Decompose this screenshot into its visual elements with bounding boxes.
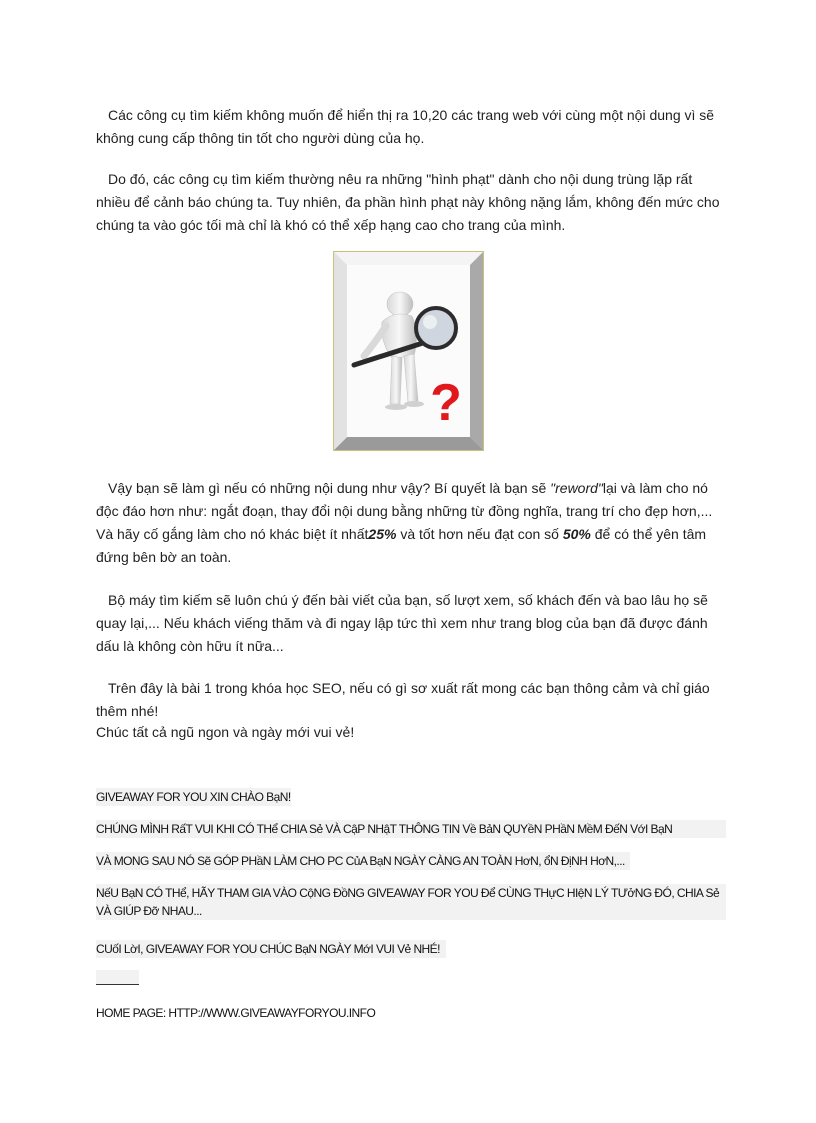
bevel-left — [334, 252, 347, 450]
paragraph-1-text: Các công cụ tìm kiếm không muốn để hiển thị ra 10,20 các trang web với cùng một nội dung vì sẽ không cung cấp thông tin tốt cho người dùng của họ. — [96, 107, 715, 146]
paragraph-3-text-d: để có thể yên tâm đứng bên bờ an toàn. — [96, 526, 707, 565]
home-page-link[interactable]: HOME PAGE: HTTP://WWW.GIVEAWAYFORYOU.INFO — [96, 1004, 726, 1022]
paragraph-4 — [96, 589, 720, 658]
paragraph-3 — [96, 477, 720, 569]
paragraph-2-text: Do đó, các công cụ tìm kiếm thường nêu ra những "hình phạt" dành cho nội dung trùng lặp rất nhiều để cảnh báo chúng ta. Tuy nhiên, đa phần hình phạt này không nặng lắm, không đến mức cho chúng ta vào góc tối mà chỉ là khó có thể xếp hạng cao cho trang của mình. — [96, 171, 720, 233]
bevel-bottom — [334, 437, 483, 450]
paragraph-4-text: Bộ máy tìm kiếm sẽ luôn chú ý đến bài viết của bạn, số lượt xem, số khách đến và bao lâu họ sẽ quay lại,... Nếu khách viếng thăm và đi ngay lập tức thì xem như trang blog của bạn đã được đánh dấu là không còn hữu ít nữa... — [96, 592, 708, 654]
paragraph-3-text-a: Vậy bạn sẽ làm gì nếu có những nội dung như vậy? Bí quyết là bạn sẽ — [108, 480, 551, 496]
footer-line-3: VÀ MONG SAU NÓ Sẽ GÓP PHầN LÀM CHO PC CủA BạN NGÀY CÀNG AN TOÀN HơN, ổN ĐịNH HơN,... — [96, 852, 630, 870]
paragraph-5 — [96, 677, 720, 723]
magnifier-person-illustration — [334, 252, 483, 450]
paragraph-3-text-b: lại và làm cho nó độc đáo hơn như: ngắt đoạn, thay đổi nội dung bằng những từ đồng nghĩa, trang trí cho đẹp hơn,... Và hãy cố gắng làm cho nó khác biệt ít nhất — [96, 480, 713, 542]
closing-greeting — [96, 721, 720, 744]
bevel-right — [470, 252, 483, 450]
reword-term: "reword" — [550, 480, 603, 496]
paragraph-5-text: Trên đây là bài 1 trong khóa học SEO, nếu có gì sơ xuất rất mong các bạn thông cảm và chỉ giáo thêm nhé! — [96, 680, 710, 719]
footer-divider — [96, 970, 139, 985]
percent-25: 25% — [368, 526, 397, 542]
question-mark-icon: ? — [430, 374, 462, 432]
footer-greeting: GIVEAWAY FOR YOU XIN CHÀO BạN! — [96, 790, 291, 804]
search-figure-image — [333, 251, 484, 451]
footer-line-4: NếU BạN CÓ THể, HÃY THAM GIA VÀO CộNG ĐồNG GIVEAWAY FOR YOU Để CÙNG THựC HIệN LÝ TƯởNG ĐÓ, CHIA Sẻ VÀ GIÚP Đỡ NHAU... — [96, 884, 726, 920]
paragraph-1 — [96, 104, 720, 150]
footer-line-2: CHÚNG MÌNH RấT VUI KHI CÓ THể CHIA Sẻ VÀ CậP NHậT THÔNG TIN Về BảN QUYềN PHầN MềM ĐếN VớI BạN — [96, 820, 726, 838]
paragraph-2 — [96, 168, 720, 237]
closing-greeting-text: Chúc tất cả ngũ ngon và ngày mới vui vẻ! — [96, 724, 355, 740]
bevel-top — [334, 252, 483, 265]
paragraph-3-text-c: và tốt hơn nếu đạt con số — [396, 526, 563, 542]
footer-line-5: CUốI LờI, GIVEAWAY FOR YOU CHÚC BạN NGÀY MớI VUI Vẻ NHÉ! — [96, 940, 446, 958]
percent-50: 50% — [562, 526, 591, 542]
